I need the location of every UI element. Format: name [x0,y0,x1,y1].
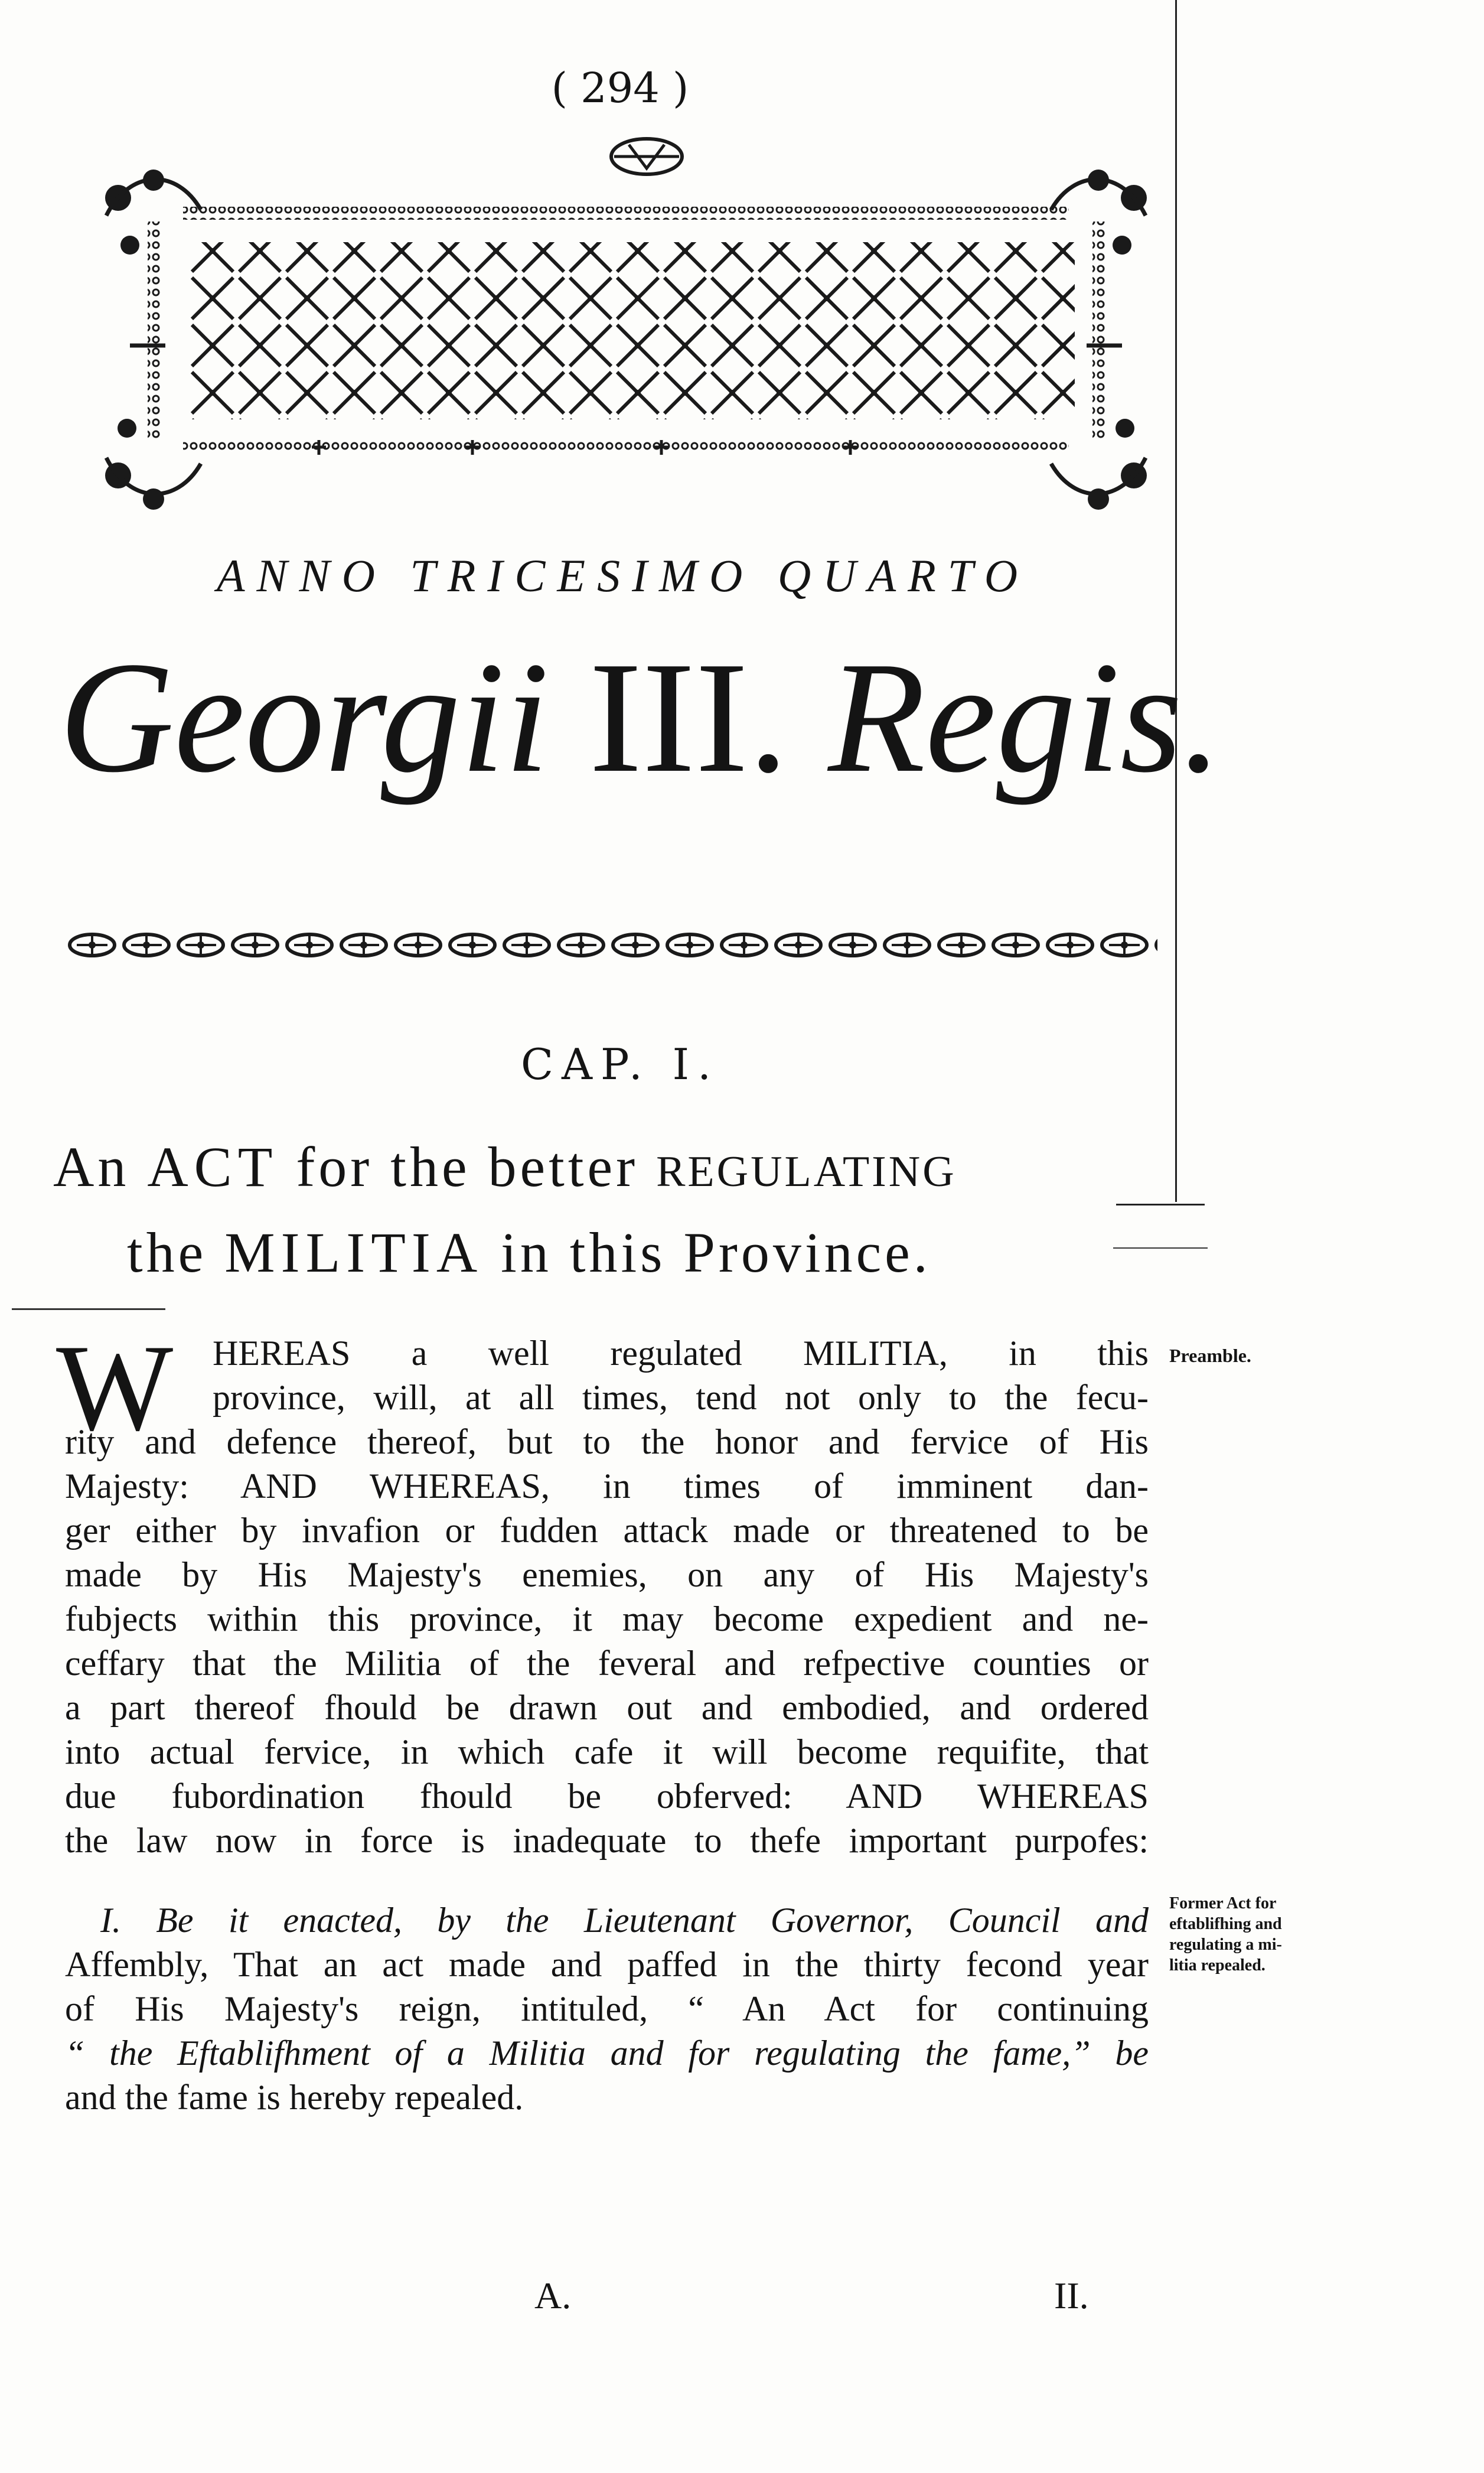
margin-note: Preamble. [1169,1345,1251,1366]
text-line: a part thereof fhould be drawn out and embodied, and ordered [65,1688,1149,1727]
rule [1116,1204,1205,1205]
regnal-title [59,629,1222,806]
regnal-title-part: III. [589,629,788,806]
text-line: ger either by invafion or fudden attack made or threatened to be [65,1511,1149,1550]
margin-note-line: Former Act for [1169,1894,1277,1912]
text-line: due fubordination fhould be obferved: AND WHEREAS [65,1777,1149,1816]
regnal-title-part: Regis. [828,629,1222,806]
text-line: Affembly, That an act made and paffed in the thirty fecond year [65,1945,1149,1984]
act-title-word: ACT [147,1135,279,1198]
page-number: ( 294 ) [551,64,689,112]
headpiece-ornament [94,133,1157,523]
act-title-word: the [127,1221,207,1284]
rule-ornament [65,921,1157,969]
margin-note-line: litia repealed. [1169,1956,1266,1975]
text-line: fubjects within this province, it may become expedient and ne- [65,1599,1149,1638]
text-line: of His Majesty's reign, intituled, “ An Act for continuing [65,1989,1149,2028]
text-line: into actual fervice, in which cafe it will become requifite, that [65,1732,1149,1771]
act-title-word: REGULATING [656,1148,957,1196]
signature-mark: A. [534,2275,572,2316]
text-line: “ the Eftablifhment of a Militia and for regulating the fame,” be [65,2034,1149,2073]
rule [12,1308,165,1310]
text-line: ceffary that the Militia of the feveral and refpective counties or [65,1644,1149,1683]
margin-note [1169,1893,1329,1976]
act-title-word: An [53,1135,130,1198]
text-line: the law now in force is inadequate to thefe important purpofes: [65,1821,1149,1860]
text-line: made by His Majesty's enemies, on any of His Majesty's [65,1555,1149,1594]
text-line: province, will, at all times, tend not only to the fecu- [213,1378,1149,1417]
catchword: II. [1054,2275,1089,2316]
act-title-line [53,1134,957,1200]
text-line: and the fame is hereby repealed. [65,2078,524,2117]
act-title-word: in this Province. [501,1221,931,1284]
act-title-line [127,1220,931,1285]
text-line: HEREAS a well regulated MILITIA, in this [213,1334,1149,1373]
text-line: rity and defence thereof, but to the honor and fervice of His [65,1422,1149,1461]
act-title-word: MILITIA [224,1221,484,1284]
text-line: I. Be it enacted, by the Lieutenant Governor, Council and [100,1901,1149,1940]
act-title-word: for the better [296,1135,639,1198]
regnal-title-part: Georgii [59,629,549,806]
text-line: Majesty: AND WHEREAS, in times of imminent dan- [65,1467,1149,1506]
chapter-heading: CAP. I. [520,1040,720,1089]
drop-cap: W [56,1319,174,1457]
margin-note-line: eftablifhing and [1169,1915,1282,1933]
regnal-year-line: ANNO TRICESIMO QUARTO [216,550,1030,601]
margin-note-line: regulating a mi- [1169,1936,1282,1954]
rule [1113,1247,1208,1249]
margin-rule [1175,0,1177,1202]
